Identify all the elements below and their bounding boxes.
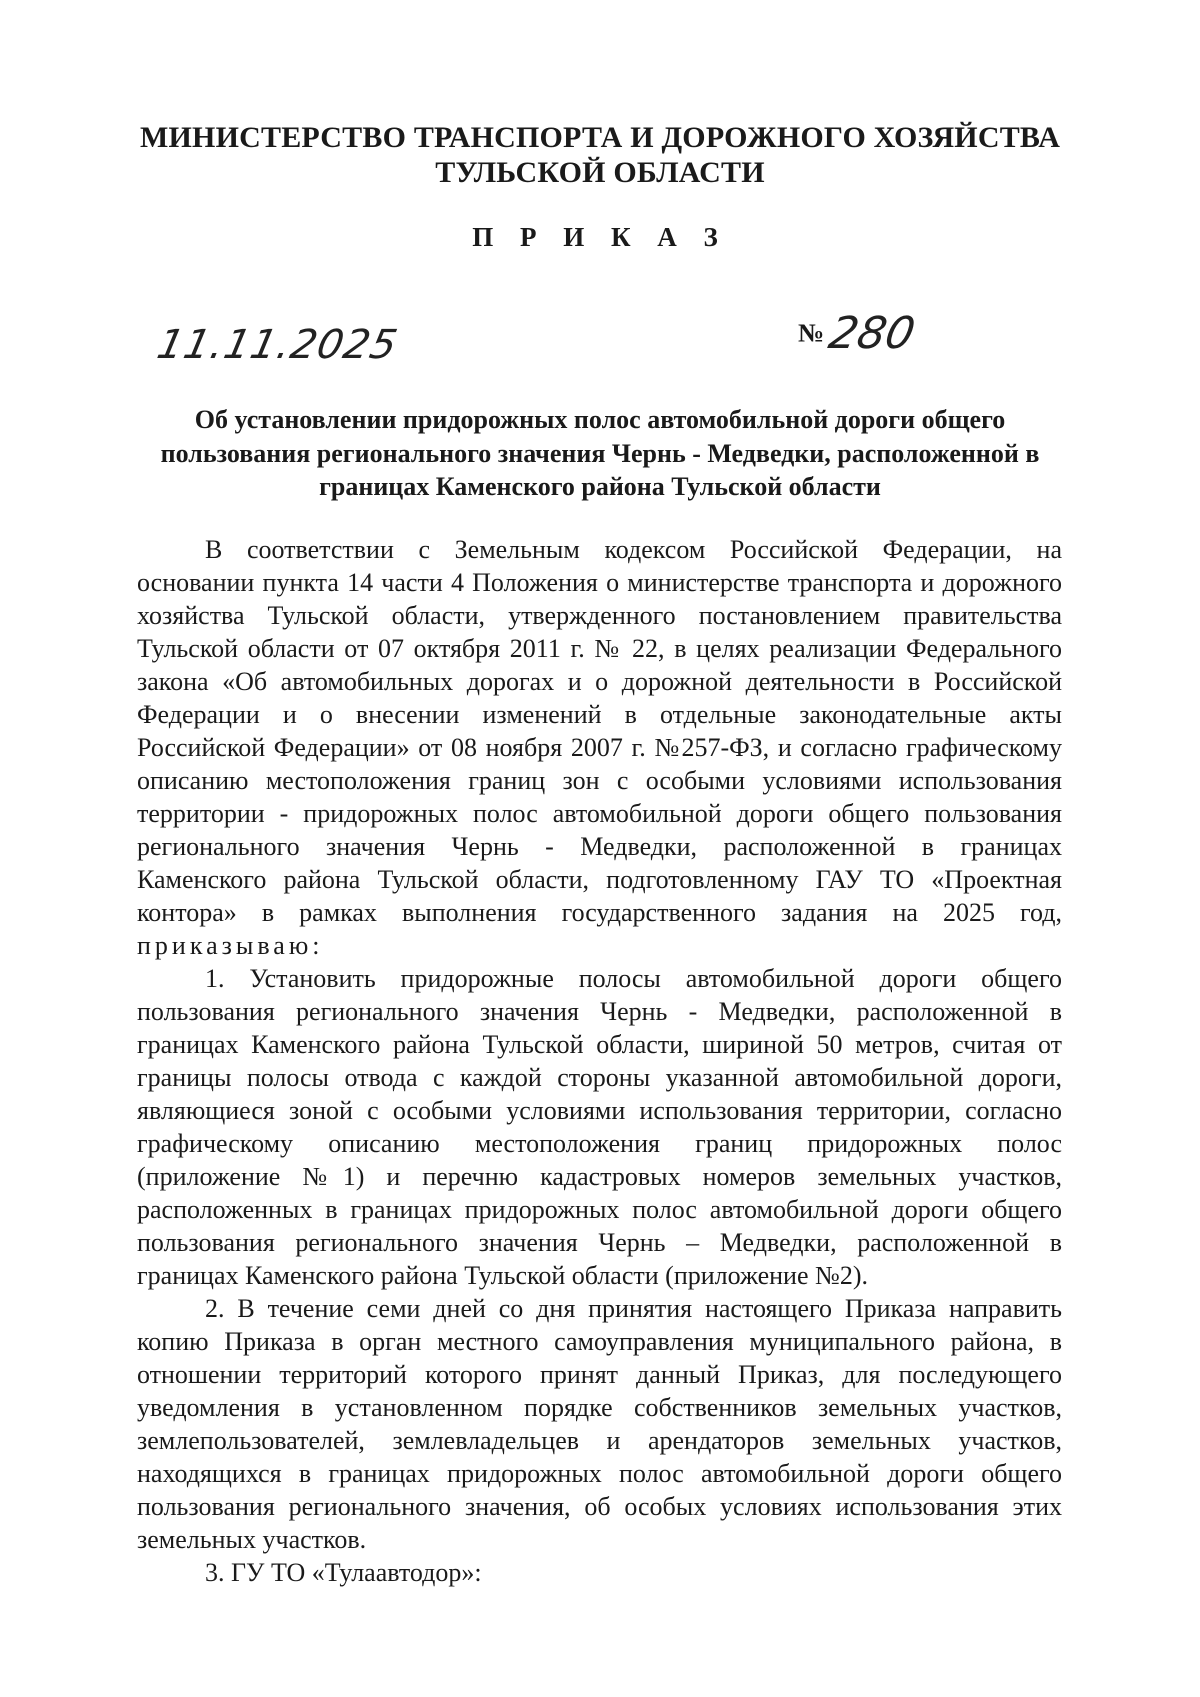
order-number: 280 <box>824 308 920 359</box>
preamble-line: описанию местоположения границ зон с особыми условиями использования <box>137 766 1062 795</box>
document-type-title: П Р И К А З <box>472 222 728 252</box>
item-line: графическому описанию местоположения границ придорожных полос <box>137 1129 1062 1158</box>
order-item-2 <box>137 1292 1062 1556</box>
item-line: пользования регионального значения Чернь - Медведки, расположенной в <box>137 997 1062 1026</box>
preamble-line: В соответствии с Земельным кодексом Российской Федерации, на <box>205 535 1062 564</box>
order-body <box>137 533 1062 1589</box>
item-line: землепользователей, землевладельцев и арендаторов земельных участков, <box>137 1426 1062 1455</box>
item-line: уведомления в установленном порядке собственников земельных участков, <box>137 1393 1062 1422</box>
preamble-line: Федерации и о внесении изменений в отдельные законодательные акты <box>137 700 1062 729</box>
preamble-line: основании пункта 14 части 4 Положения о министерстве транспорта и дорожного <box>137 568 1062 597</box>
preamble-line: Каменского района Тульской области, подготовленному ГАУ ТО «Проектная <box>137 865 1062 894</box>
item-line: 1. Установить придорожные полосы автомобильной дороги общего <box>205 964 1062 993</box>
item-line: земельных участков. <box>137 1525 367 1554</box>
preamble-line: контора» в рамках выполнения государственного задания на 2025 год, <box>137 898 1062 927</box>
decree-word: приказываю: <box>137 931 324 960</box>
item-line: границах Каменского района Тульской области (приложение №2). <box>137 1261 868 1290</box>
item-line: 2. В течение семи дней со дня принятия настоящего Приказа направить <box>205 1294 1062 1323</box>
item-line: пользования регионального значения, об особых условиях использования этих <box>137 1492 1062 1521</box>
subject-line: Об установлении придорожных полос автомобильной дороги общего <box>194 405 1006 434</box>
number-sign: № <box>798 318 825 348</box>
item-line: границах Каменского района Тульской области, шириной 50 метров, считая от <box>137 1030 1062 1059</box>
preamble-line: хозяйства Тульской области, утвержденного постановлением правительства <box>137 601 1062 630</box>
subject-line: границах Каменского района Тульской области <box>319 472 881 501</box>
subject-line: пользования регионального значения Чернь - Медведки, расположенной в <box>160 438 1040 468</box>
preamble-line: территории - придорожных полос автомобильной дороги общего пользования <box>137 799 1062 828</box>
order-item-3 <box>137 1556 1062 1589</box>
preamble-line: регионального значения Чернь - Медведки, расположенной в границах <box>137 832 1062 861</box>
item-line: (приложение №1) и перечню кадастровых номеров земельных участков, <box>137 1162 1062 1191</box>
preamble-line: закона «Об автомобильных дорогах и о дорожной деятельности в Российской <box>137 667 1062 696</box>
order-subject-title <box>130 403 1070 504</box>
item-line: границы полосы отвода с каждой стороны указанной автомобильной дороги, <box>137 1063 1062 1092</box>
preamble-paragraph <box>137 533 1062 962</box>
item-line: расположенных в границах придорожных полос автомобильной дороги общего <box>137 1195 1062 1224</box>
item-line: отношении территорий которого принят данный Приказ, для последующего <box>137 1360 1062 1389</box>
preamble-line: Тульской области от 07 октября 2011 г. № 22, в целях реализации Федерального <box>137 634 1062 663</box>
ministry-name-line-2: ТУЛЬСКОЙ ОБЛАСТИ <box>435 156 765 189</box>
item-line: копию Приказа в орган местного самоуправления муниципального района, в <box>137 1327 1062 1356</box>
order-item-1 <box>137 962 1062 1292</box>
preamble-line: Российской Федерации» от 08 ноября 2007 г. №257-ФЗ, и согласно графическому <box>137 733 1062 762</box>
item-line: являющиеся зоной с особыми условиями использования территории, согласно <box>137 1096 1062 1125</box>
order-date: 11.11.2025 <box>153 322 402 368</box>
order-number-block <box>798 308 920 359</box>
item-line: находящихся в границах придорожных полос автомобильной дороги общего <box>137 1459 1062 1488</box>
item-line: пользования регионального значения Чернь – Медведки, расположенной в <box>137 1228 1062 1257</box>
ministry-header <box>140 120 1060 190</box>
item-3-heading: 3. ГУ ТО «Тулаавтодор»: <box>205 1558 482 1587</box>
ministry-name-line-1: МИНИСТЕРСТВО ТРАНСПОРТА И ДОРОЖНОГО ХОЗЯЙСТВА <box>140 121 1061 154</box>
